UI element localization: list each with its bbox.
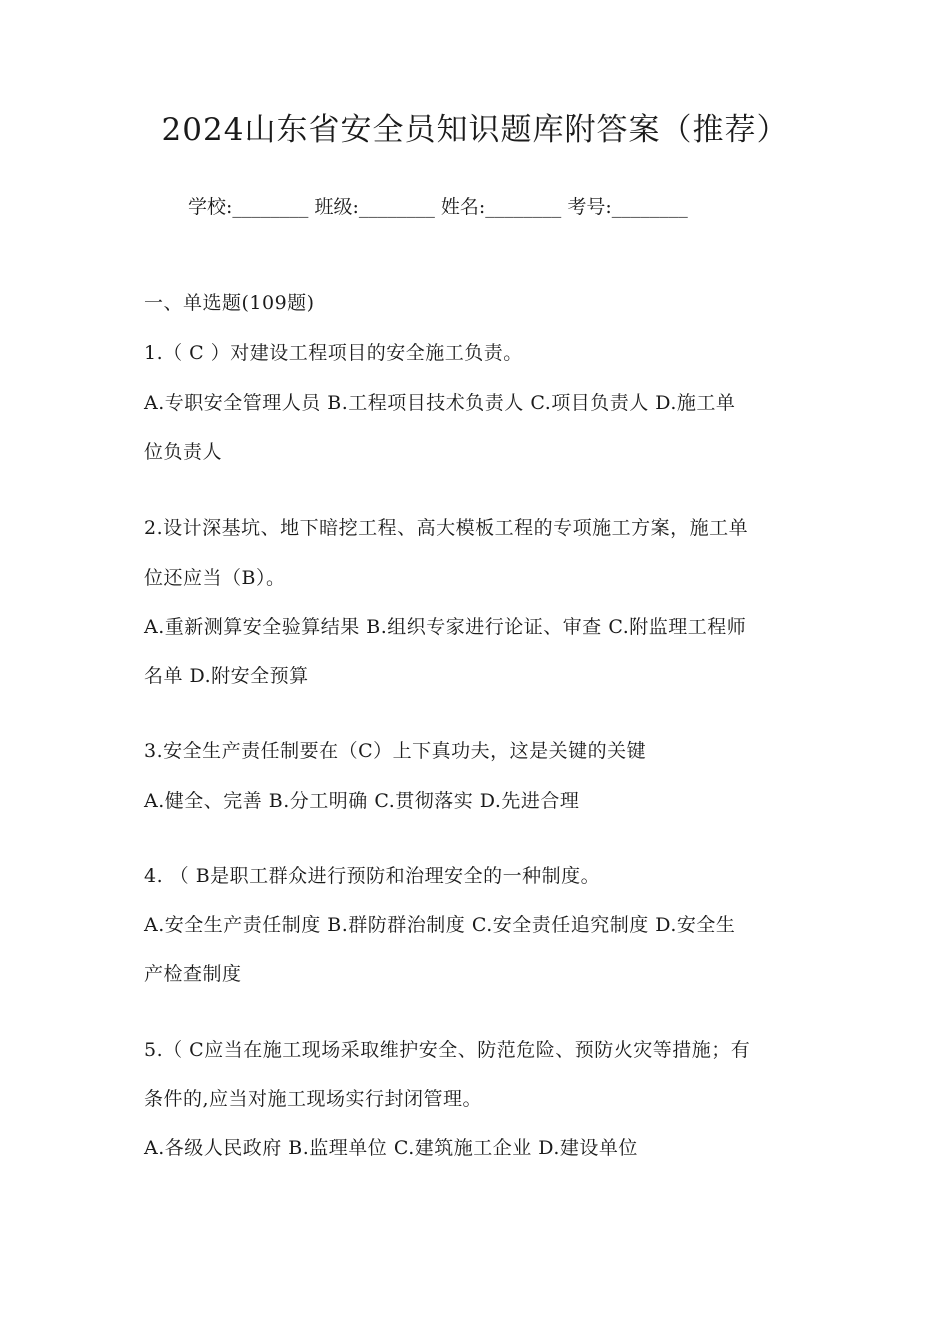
section-heading: 一、单选题(109题) xyxy=(144,292,315,314)
document-title: 2024山东省安全员知识题库附答案（推荐） xyxy=(161,112,789,148)
question-3-stem-line-1: 3.安全生产责任制要在（C）上下真功夫，这是关键的关键 xyxy=(144,740,647,762)
question-4-options-line-2: 产检查制度 xyxy=(144,963,242,985)
question-5-stem-line-1: 5.（ C应当在施工现场采取维护安全、防范危险、预防火灾等措施；有 xyxy=(144,1039,751,1061)
question-2-stem-line-2: 位还应当（B）。 xyxy=(144,567,286,589)
question-5-stem-line-2: 条件的,应当对施工现场实行封闭管理。 xyxy=(144,1088,483,1110)
question-2-options-line-1: A.重新测算安全验算结果 B.组织专家进行论证、审查 C.附监理工程师 xyxy=(144,616,747,638)
question-1-options-line-2: 位负责人 xyxy=(144,441,223,463)
question-1-stem-line-1: 1.（ C ）对建设工程项目的安全施工负责。 xyxy=(144,342,523,364)
question-5-options-line-1: A.各级人民政府 B.监理单位 C.建筑施工企业 D.建设单位 xyxy=(144,1137,638,1159)
question-4-stem-line-1: 4. （ B是职工群众进行预防和治理安全的一种制度。 xyxy=(144,865,601,887)
question-2-options-line-2: 名单 D.附安全预算 xyxy=(144,665,309,687)
question-3-options-line-1: A.健全、完善 B.分工明确 C.贯彻落实 D.先进合理 xyxy=(144,790,580,812)
question-2-stem-line-1: 2.设计深基坑、地下暗挖工程、高大模板工程的专项施工方案，施工单 xyxy=(144,517,749,539)
question-4-options-line-1: A.安全生产责任制度 B.群防群治制度 C.安全责任追究制度 D.安全生 xyxy=(144,914,736,936)
student-info-line: 学校:________ 班级:________ 姓名:________ 考号:________ xyxy=(188,196,688,218)
question-1-options-line-1: A.专职安全管理人员 B.工程项目技术负责人 C.项目负责人 D.施工单 xyxy=(144,392,736,414)
